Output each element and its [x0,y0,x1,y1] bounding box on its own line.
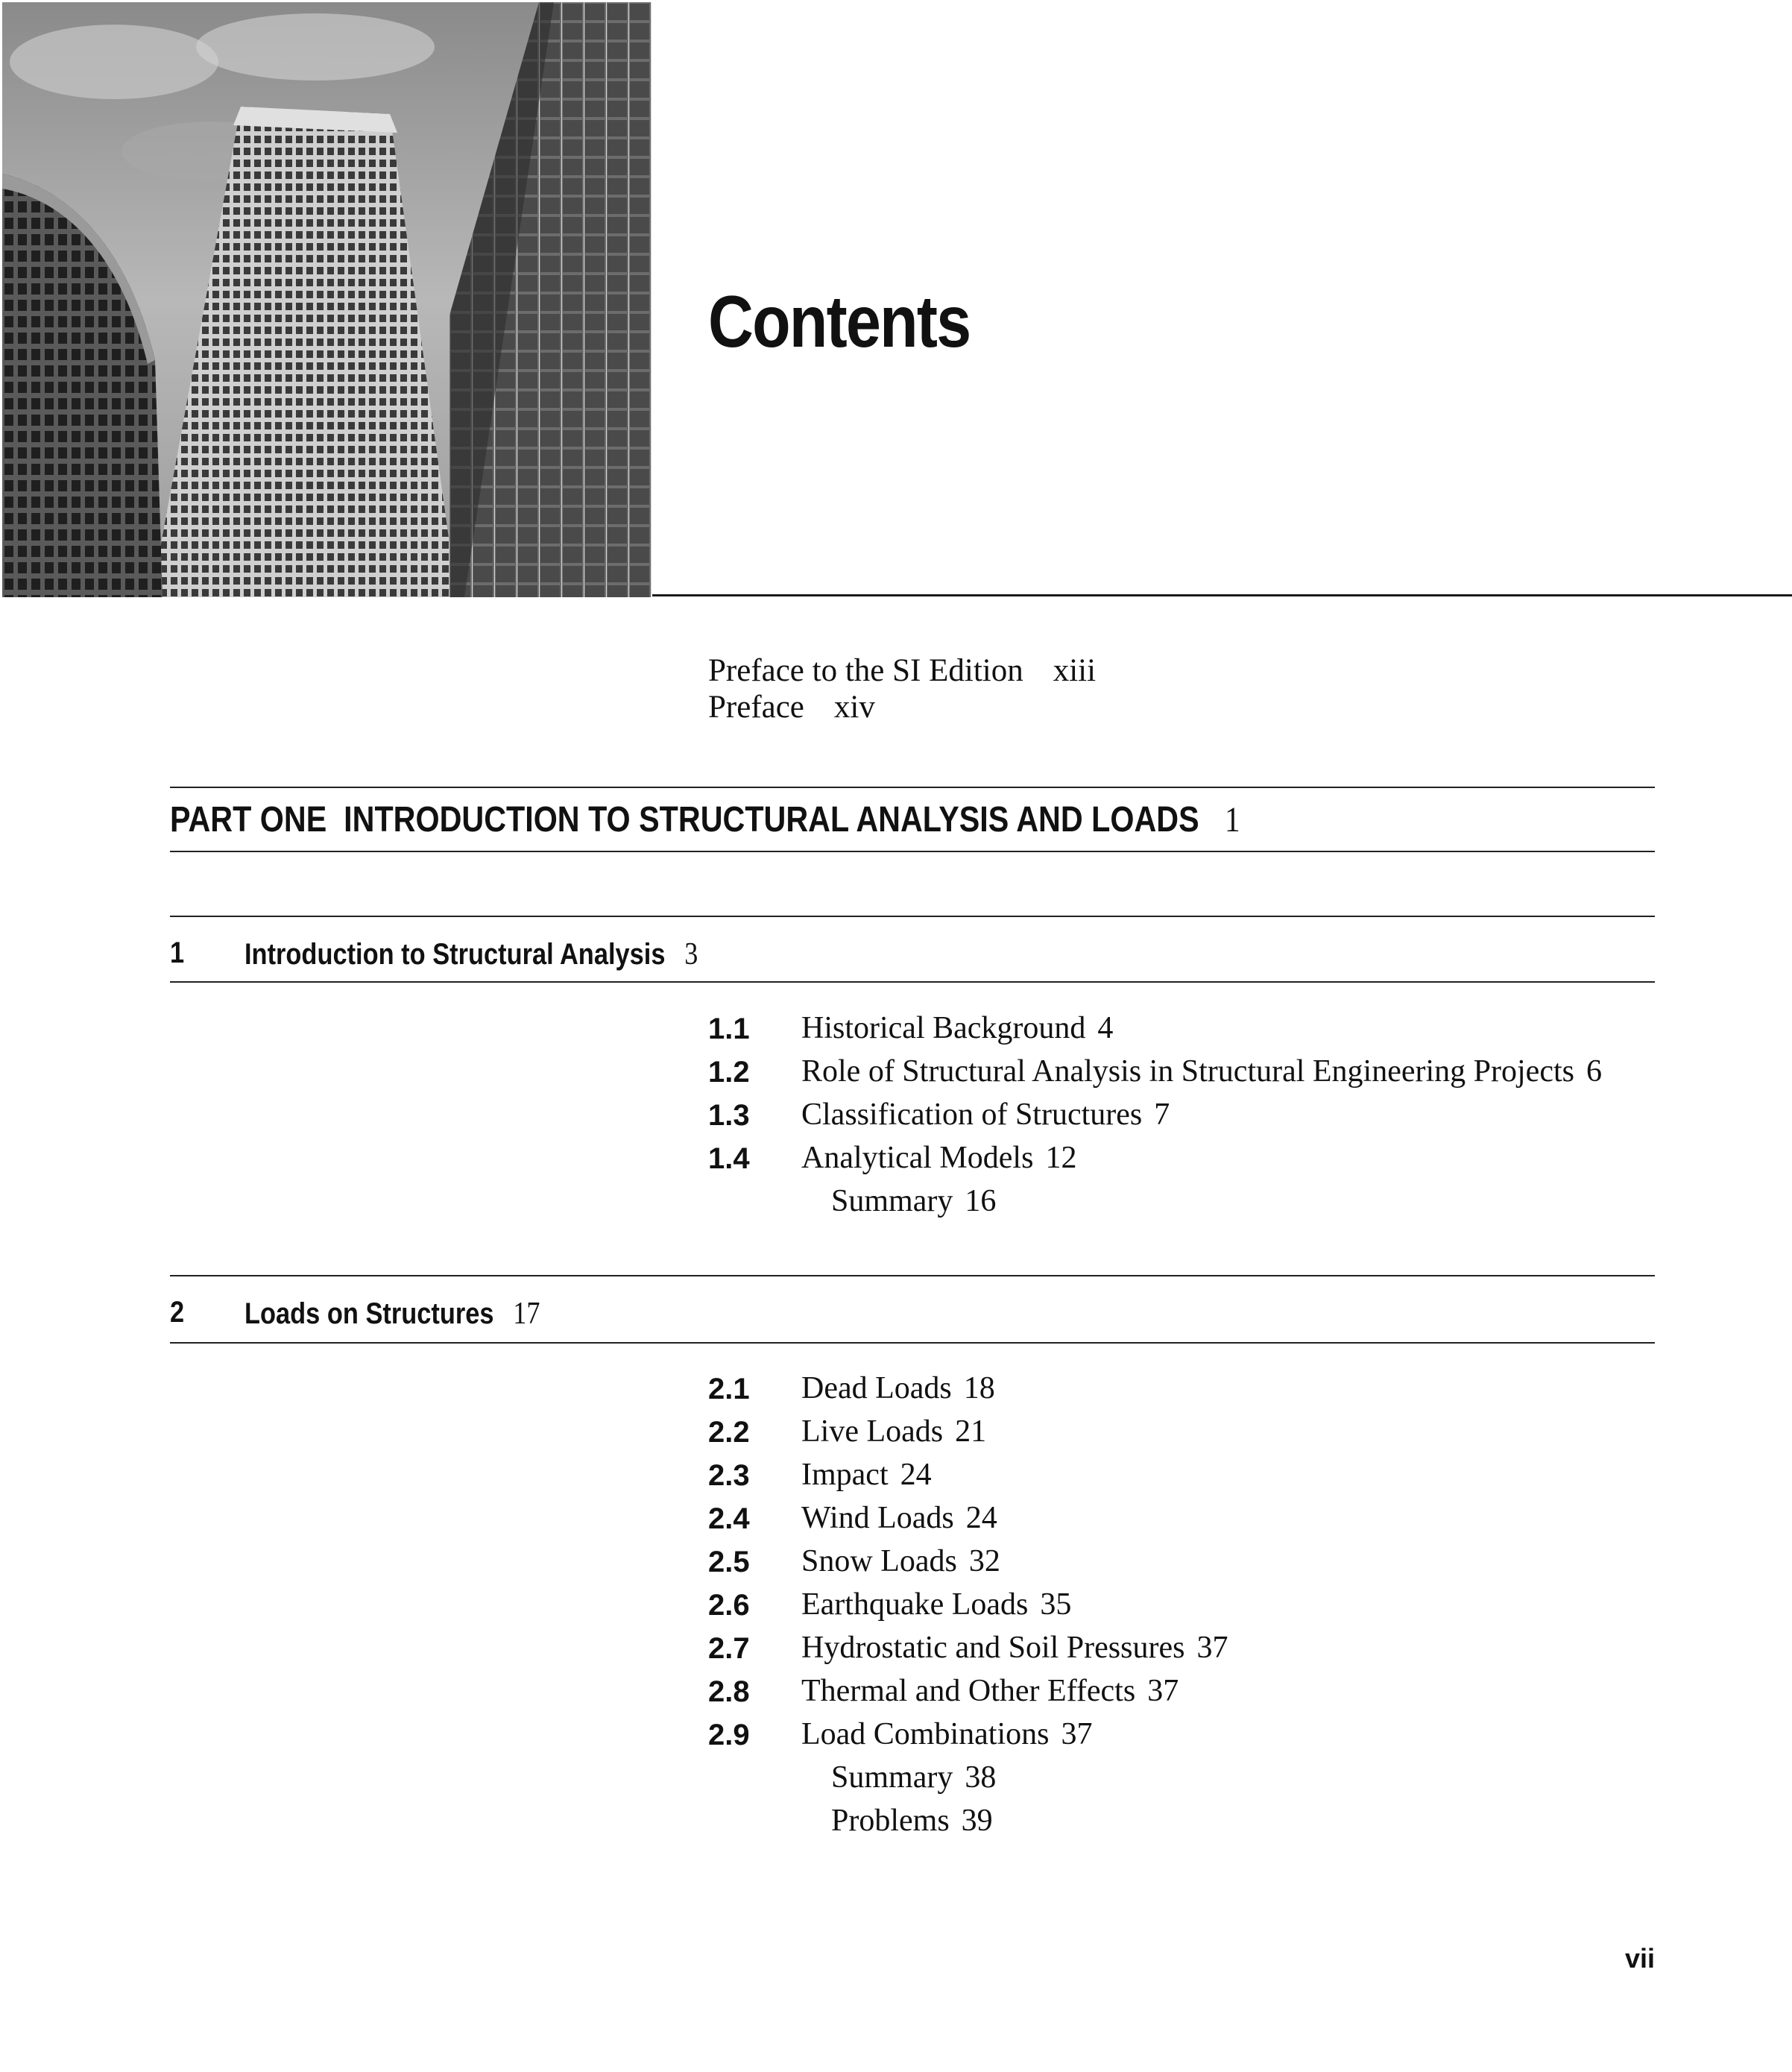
page-title: Contents [708,280,971,362]
toc-entry-section[interactable]: Earthquake Loads 35 [801,1587,1072,1622]
section-number: 1.3 [708,1099,750,1132]
toc-entry-preface[interactable] [708,689,875,725]
toc-entry-summary[interactable]: Summary 16 [831,1184,997,1218]
section-number: 1.2 [708,1056,750,1089]
toc-entry-section[interactable]: Analytical Models 12 [801,1141,1077,1175]
chapter-number: 1 [170,936,185,969]
toc-entry-section[interactable]: Classification of Structures 7 [801,1098,1170,1132]
chapter-number: 2 [170,1296,185,1329]
toc-entry-section[interactable]: Hydrostatic and Soil Pressures 37 [801,1631,1228,1665]
chapter-page: 17 [513,1297,540,1331]
divider [170,1275,1655,1276]
divider [170,1342,1655,1344]
toc-entry-section[interactable]: Wind Loads 24 [801,1501,997,1535]
section-number: 2.9 [708,1719,750,1751]
toc-entry-summary[interactable]: Summary 38 [831,1760,997,1795]
toc-entry-page: xiv [833,690,875,725]
part-page: 1 [1225,800,1240,840]
toc-entry-section[interactable]: Dead Loads 18 [801,1371,995,1405]
chapter-heading[interactable] [244,936,698,972]
section-number: 2.1 [708,1373,750,1405]
toc-entry-page: xiii [1053,653,1097,688]
toc-entry-section[interactable]: Impact 24 [801,1458,932,1492]
divider [170,916,1655,917]
chapter-heading[interactable] [244,1296,540,1332]
chapter-title: Loads on Structures [244,1297,494,1330]
section-number: 2.6 [708,1589,750,1622]
part-label: PART ONE [170,800,327,840]
toc-entry-problems[interactable]: Problems 39 [831,1804,993,1838]
section-number: 1.1 [708,1013,750,1045]
skyscraper-illustration [2,2,652,597]
toc-entry-section[interactable]: Thermal and Other Effects 37 [801,1674,1179,1708]
part-title: INTRODUCTION TO STRUCTURAL ANALYSIS AND LOADS [344,800,1199,840]
toc-entry-section[interactable]: Live Loads 21 [801,1414,987,1449]
toc-entry-section[interactable]: Snow Loads 32 [801,1544,1000,1578]
chapter-title: Introduction to Structural Analysis [244,938,666,971]
section-number: 2.8 [708,1675,750,1708]
divider [170,981,1655,983]
toc-entry-section[interactable]: Role of Structural Analysis in Structural Engineering Projects 6 [801,1054,1602,1089]
toc-entry-title: Preface [708,690,804,725]
header-photo [2,2,652,597]
section-number: 2.5 [708,1546,750,1578]
toc-entry-section[interactable]: Historical Background 4 [801,1011,1114,1045]
divider [170,787,1655,788]
part-heading[interactable] [170,799,1240,840]
header-rule [652,594,1792,596]
section-number: 2.7 [708,1632,750,1665]
toc-entry-section[interactable]: Load Combinations 37 [801,1717,1093,1751]
toc-entry-title: Preface to the SI Edition [708,653,1023,688]
section-number: 2.3 [708,1459,750,1492]
divider [170,851,1655,852]
section-number: 2.2 [708,1416,750,1449]
page-number: vii [1625,1943,1656,1974]
section-number: 1.4 [708,1142,750,1175]
section-number: 2.4 [708,1502,750,1535]
toc-entry-preface-si[interactable] [708,652,1096,689]
chapter-page: 3 [684,937,698,972]
